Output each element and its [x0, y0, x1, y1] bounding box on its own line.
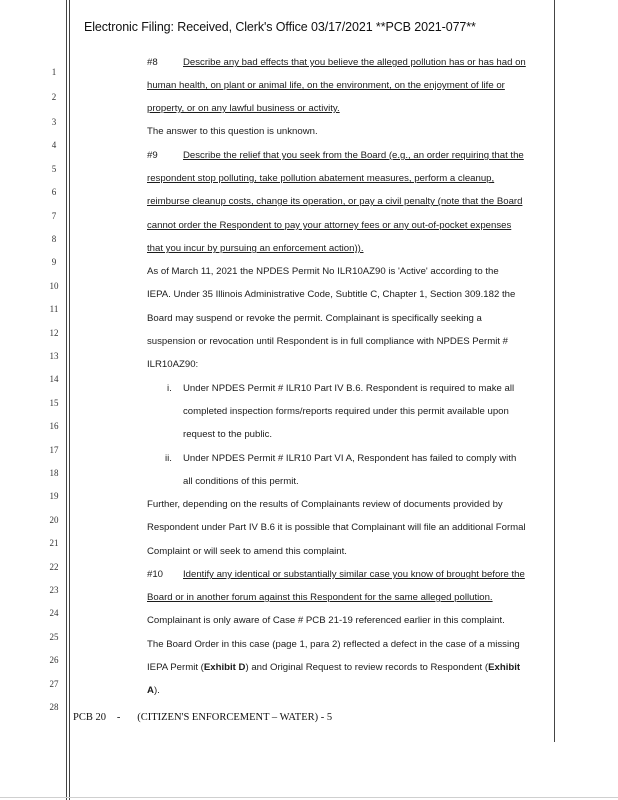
line-number: 16: [49, 421, 59, 431]
question-8-text-line: property, or on any lawful business or activity.: [147, 103, 340, 114]
paragraph-line: ILR10AZ90:: [147, 359, 199, 370]
text-run: ).: [153, 685, 160, 696]
paragraph-line: As of March 11, 2021 the NPDES Permit No ILR10AZ90 is 'Active' according to the: [147, 266, 499, 277]
question-10-answer-line: The Board Order in this case (page 1, para 2) reflected a defect in the case of a missing: [147, 639, 520, 650]
question-8-number: #8: [147, 57, 158, 68]
line-number: 18: [49, 468, 59, 478]
question-8-text-line: Describe any bad effects that you believe the alleged pollution has or has had on: [183, 57, 526, 68]
question-10-answer-line: [147, 685, 160, 696]
line-number: 28: [49, 702, 59, 712]
paragraph-line: suspension or revocation until Respondent is in full compliance with NPDES Permit #: [147, 336, 509, 347]
text-run: IEPA Permit (: [147, 662, 204, 673]
scan-bottom-edge: [0, 797, 618, 798]
footer-dash: -: [116, 712, 121, 723]
line-number: 12: [49, 328, 59, 338]
list-item-line: completed inspection forms/reports required under this permit available upon: [183, 406, 509, 417]
line-number: 4: [51, 140, 57, 150]
line-number: 23: [49, 585, 59, 595]
list-marker: i.: [167, 383, 172, 394]
question-9-text-line: Describe the relief that you seek from the Board (e.g., an order requiring that the: [183, 150, 524, 161]
line-number: 24: [49, 608, 59, 618]
line-number: 13: [49, 351, 59, 361]
list-marker: ii.: [165, 453, 172, 464]
line-number: 7: [51, 211, 57, 221]
line-number: 6: [51, 187, 57, 197]
footer-title: (CITIZEN'S ENFORCEMENT – WATER) - 5: [137, 712, 333, 723]
question-9-text-line: reimburse cleanup costs, change its operation, or pay a civil penalty (note that the Board: [147, 196, 523, 207]
text-run: ) and Original Request to review records to Respondent (: [245, 662, 489, 673]
footer-case-ref: PCB 20: [73, 712, 106, 723]
line-number: 11: [49, 304, 59, 314]
electronic-filing-header: Electronic Filing: Received, Clerk's Office 03/17/2021 **PCB 2021-077**: [84, 20, 476, 34]
line-number: 9: [51, 257, 57, 267]
line-number: 5: [51, 164, 57, 174]
list-item-line: Under NPDES Permit # ILR10 Part IV B.6. Respondent is required to make all: [183, 383, 515, 394]
line-number: 15: [49, 398, 59, 408]
list-item-line: all conditions of this permit.: [183, 476, 299, 487]
paragraph-line: Respondent under Part IV B.6 it is possible that Complainant will file an additional Formal: [147, 522, 526, 533]
question-10-answer-line: [147, 662, 520, 673]
exhibit-reference: Exhibit: [488, 662, 521, 673]
line-number: 26: [49, 655, 59, 665]
line-number: 25: [49, 632, 59, 642]
question-10-answer-line: Complainant is only aware of Case # PCB 21-19 referenced earlier in this complaint.: [147, 615, 505, 626]
line-number: 2: [51, 92, 57, 102]
list-item-line: Under NPDES Permit # ILR10 Part VI A, Respondent has failed to comply with: [183, 453, 517, 464]
line-number: 14: [49, 374, 59, 384]
question-10-number: #10: [147, 569, 164, 580]
line-number: 10: [49, 281, 59, 291]
list-item-line: request to the public.: [183, 429, 273, 440]
line-number: 17: [49, 445, 59, 455]
page-footer: [73, 712, 332, 723]
line-number: 3: [51, 117, 57, 127]
paragraph-line: Further, depending on the results of Complainants review of documents provided by: [147, 499, 503, 510]
question-9-text-line: cannot order the Respondent to pay your attorney fees or any out-of-pocket expenses: [147, 220, 512, 231]
exhibit-d-reference: Exhibit D: [203, 662, 246, 673]
paragraph-line: IEPA. Under 35 Illinois Administrative Code, Subtitle C, Chapter 1, Section 309.182 the: [147, 289, 516, 300]
question-10-text-line: Board or in another forum against this Respondent for the same alleged pollution.: [147, 592, 493, 603]
line-number: 1: [51, 67, 57, 77]
left-margin-rule-inner: [69, 0, 70, 800]
question-9-text-line: that you incur by pursuing an enforcement action)).: [147, 243, 364, 254]
line-number: 27: [49, 679, 59, 689]
right-margin-rule: [554, 0, 555, 742]
line-number: 8: [51, 234, 57, 244]
question-8-answer: The answer to this question is unknown.: [147, 126, 318, 137]
line-number: 19: [49, 491, 59, 501]
question-9-text-line: respondent stop polluting, take pollution abatement measures, perform a cleanup,: [147, 173, 495, 184]
exhibit-a-reference: A: [147, 685, 154, 696]
line-number: 21: [49, 538, 59, 548]
paragraph-line: Complaint or will seek to amend this complaint.: [147, 546, 347, 557]
question-9-number: #9: [147, 150, 158, 161]
line-number: 20: [49, 515, 59, 525]
question-10-text-line: Identify any identical or substantially similar case you know of brought before the: [183, 569, 525, 580]
paragraph-line: Board may suspend or revoke the permit. Complainant is specifically seeking a: [147, 313, 482, 324]
line-number: 22: [49, 562, 59, 572]
question-8-text-line: human health, on plant or animal life, on the environment, on the enjoyment of life or: [147, 80, 505, 91]
